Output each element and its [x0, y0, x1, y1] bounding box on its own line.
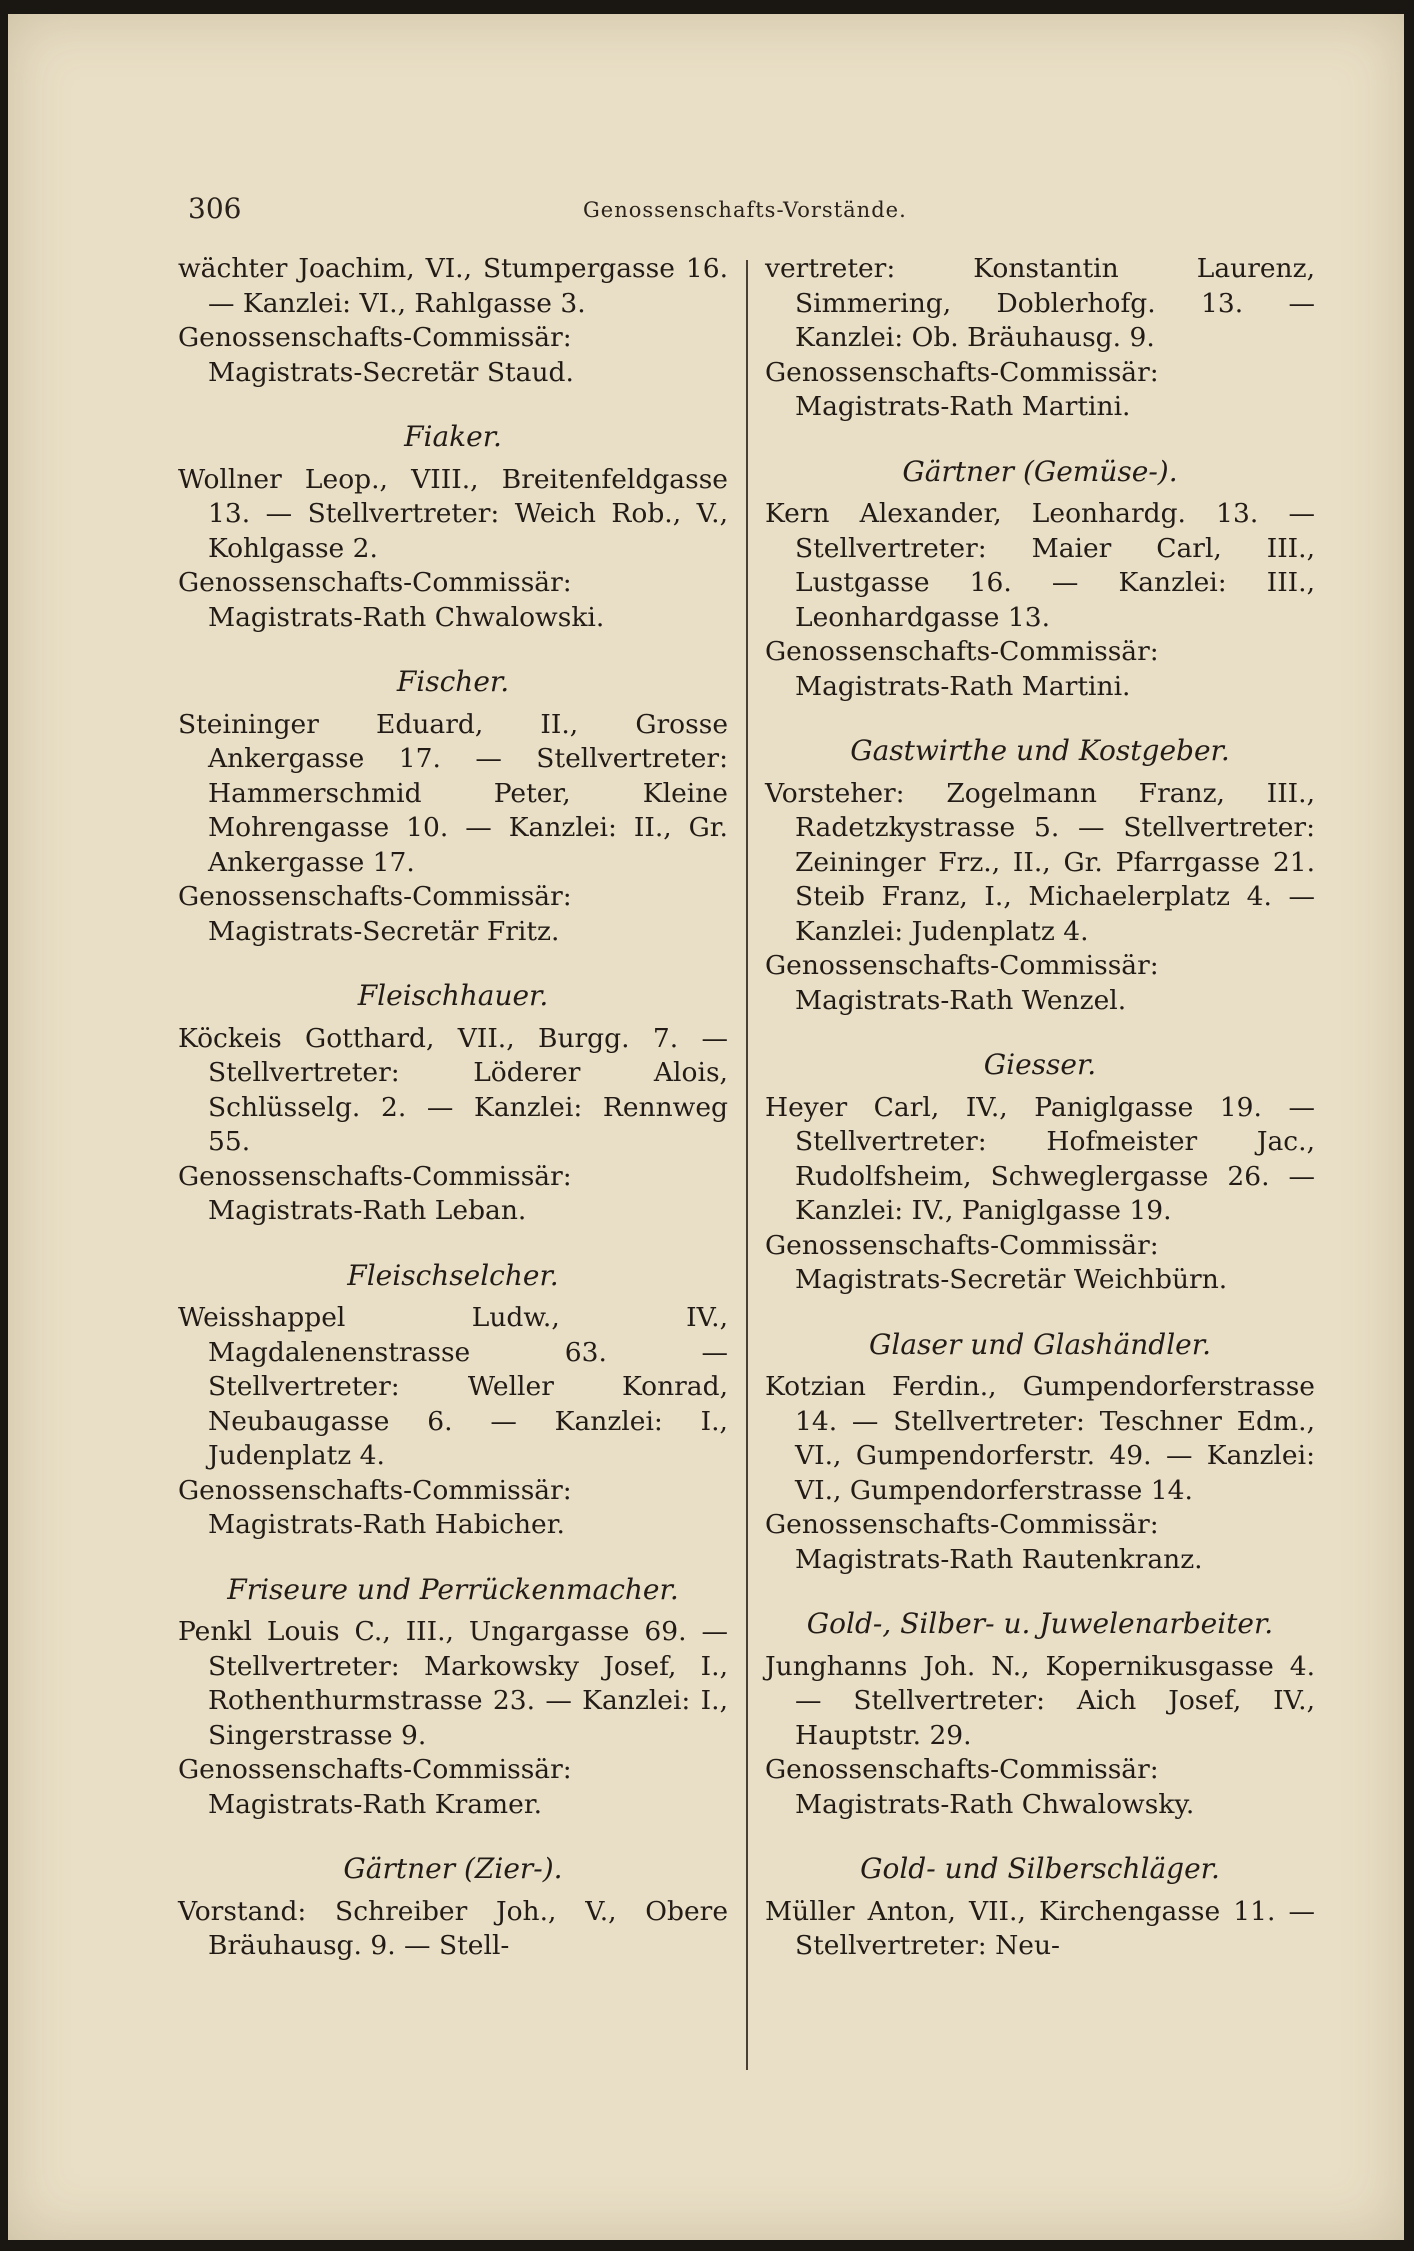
section	[765, 252, 1315, 425]
guild-commissar: Genossenschafts-Commissär: Magistrats-Rath Martini.	[765, 356, 1159, 422]
guild-entry: Köckeis Gotthard, VII., Burgg. 7. — Stellvertreter: Löderer Alois, Schlüsselg. 2. — Kanzlei: Rennweg 55.	[178, 1022, 728, 1157]
guild-commissar: Genossenschafts-Commissär: Magistrats-Rath Chwalowski.	[178, 567, 605, 633]
guild-entry: Heyer Carl, IV., Paniglgasse 19. — Stellvertreter: Hofmeister Jac., Rudolfsheim, Schweglergasse 26. — Kanzlei: IV., Paniglgasse 19.	[765, 1091, 1315, 1226]
guild-heading: Giesser.	[983, 1048, 1097, 1081]
section	[765, 1852, 1315, 1964]
section	[765, 1048, 1315, 1298]
guild-heading: Gold-, Silber- u. Juwelenarbeiter.	[806, 1607, 1274, 1640]
guild-heading: Glaser und Glashändler.	[869, 1327, 1211, 1361]
guild-heading: Fleischhauer.	[357, 979, 549, 1012]
guild-heading: Fischer.	[396, 665, 510, 698]
guild-entry: Kern Alexander, Leonhardg. 13. — Stellvertreter: Maier Carl, III., Lustgasse 16. — Kanzlei: III., Leonhardgasse 13.	[765, 498, 1315, 633]
guild-entry: Wollner Leop., VIII., Breitenfeldgasse 13. — Stellvertreter: Weich Rob., V., Kohlgasse 2.	[178, 463, 728, 564]
column-divider	[746, 260, 748, 2070]
guild-commissar: Genossenschafts-Commissär: Magistrats-Rath Wenzel.	[765, 950, 1159, 1016]
guild-heading: Gärtner (Gemüse-).	[902, 454, 1178, 488]
section	[178, 420, 728, 635]
guild-entry: wächter Joachim, VI., Stumpergasse 16. — Kanzlei: VI., Rahlgasse 3.	[178, 253, 728, 319]
guild-commissar: Genossenschafts-Commissär: Magistrats-Secretär Staud.	[178, 322, 574, 388]
guild-commissar: Genossenschafts-Commissär: Magistrats-Rath Chwalowsky.	[765, 1754, 1195, 1820]
section	[178, 979, 728, 1229]
section	[178, 1852, 728, 1964]
section	[178, 252, 728, 390]
guild-heading: Gärtner (Zier-).	[343, 1852, 563, 1885]
guild-entry: Müller Anton, VII., Kirchengasse 11. — Stellvertreter: Neu-	[765, 1895, 1315, 1961]
running-head: Genossenschafts-Vorstände.	[583, 198, 907, 222]
guild-heading: Gold- und Silberschläger.	[860, 1852, 1220, 1885]
guild-entry: Kotzian Ferdin., Gumpendorferstrasse 14. — Stellvertreter: Teschner Edm., VI., Gumpendorferstr. 49. — Kanzlei: VI., Gumpendorferstrasse 14.	[765, 1371, 1315, 1506]
guild-entry: Steininger Eduard, II., Grosse Ankergasse 17. — Stellvertreter: Hammerschmid Peter, Kleine Mohrengasse 10. — Kanzlei: II., Gr. Ankergasse 17.	[178, 708, 728, 878]
guild-commissar: Genossenschafts-Commissär: Magistrats-Rath Habicher.	[178, 1474, 572, 1540]
guild-commissar: Genossenschafts-Commissär: Magistrats-Rath Rautenkranz.	[765, 1509, 1203, 1575]
guild-entry: Vorstand: Schreiber Joh., V., Obere Bräuhausg. 9. — Stell-	[178, 1895, 728, 1961]
right-column	[765, 252, 1315, 1970]
section	[178, 1573, 728, 1823]
guild-heading: Fiaker.	[404, 420, 502, 453]
guild-commissar: Genossenschafts-Commissär: Magistrats-Secretär Weichbürn.	[765, 1229, 1228, 1295]
guild-commissar: Genossenschafts-Commissär: Magistrats-Secretär Fritz.	[178, 881, 572, 947]
section	[178, 1259, 728, 1543]
page-number: 306	[188, 192, 242, 225]
guild-heading: Gastwirthe und Kostgeber.	[850, 734, 1230, 767]
guild-commissar: Genossenschafts-Commissär: Magistrats-Rath Leban.	[178, 1160, 572, 1226]
guild-entry: Junghanns Joh. N., Kopernikusgasse 4. — Stellvertreter: Aich Josef, IV., Hauptstr. 29.	[765, 1650, 1315, 1751]
section	[765, 734, 1315, 1018]
section	[178, 665, 728, 949]
section	[765, 1328, 1315, 1578]
guild-heading: Friseure und Perrückenmacher.	[227, 1572, 679, 1606]
guild-commissar: Genossenschafts-Commissär: Magistrats-Rath Martini.	[765, 636, 1159, 702]
guild-entry: vertreter: Konstantin Laurenz, Simmering, Doblerhofg. 13. — Kanzlei: Ob. Bräuhausg. 9.	[765, 253, 1315, 353]
guild-entry: Vorsteher: Zogelmann Franz, III., Radetzkystrasse 5. — Stellvertreter: Zeininger Frz., II., Gr. Pfarrgasse 21. Steib Franz, I., Michaelerplatz 4. — Kanzlei: Judenplatz 4.	[765, 777, 1315, 947]
section	[765, 455, 1315, 705]
guild-heading: Fleischselcher.	[347, 1258, 559, 1292]
guild-entry: Penkl Louis C., III., Ungargasse 69. — Stellvertreter: Markowsky Josef, I., Rothenthurmstrasse 23. — Kanzlei: I., Singerstrasse 9.	[178, 1616, 728, 1751]
left-column	[178, 252, 728, 1970]
section	[765, 1607, 1315, 1822]
guild-commissar: Genossenschafts-Commissär: Magistrats-Rath Kramer.	[178, 1754, 572, 1820]
page-header	[188, 192, 1404, 232]
guild-entry: Weisshappel Ludw., IV., Magdalenenstrasse 63. — Stellvertreter: Weller Konrad, Neubaugasse 6. — Kanzlei: I., Judenplatz 4.	[178, 1302, 728, 1471]
